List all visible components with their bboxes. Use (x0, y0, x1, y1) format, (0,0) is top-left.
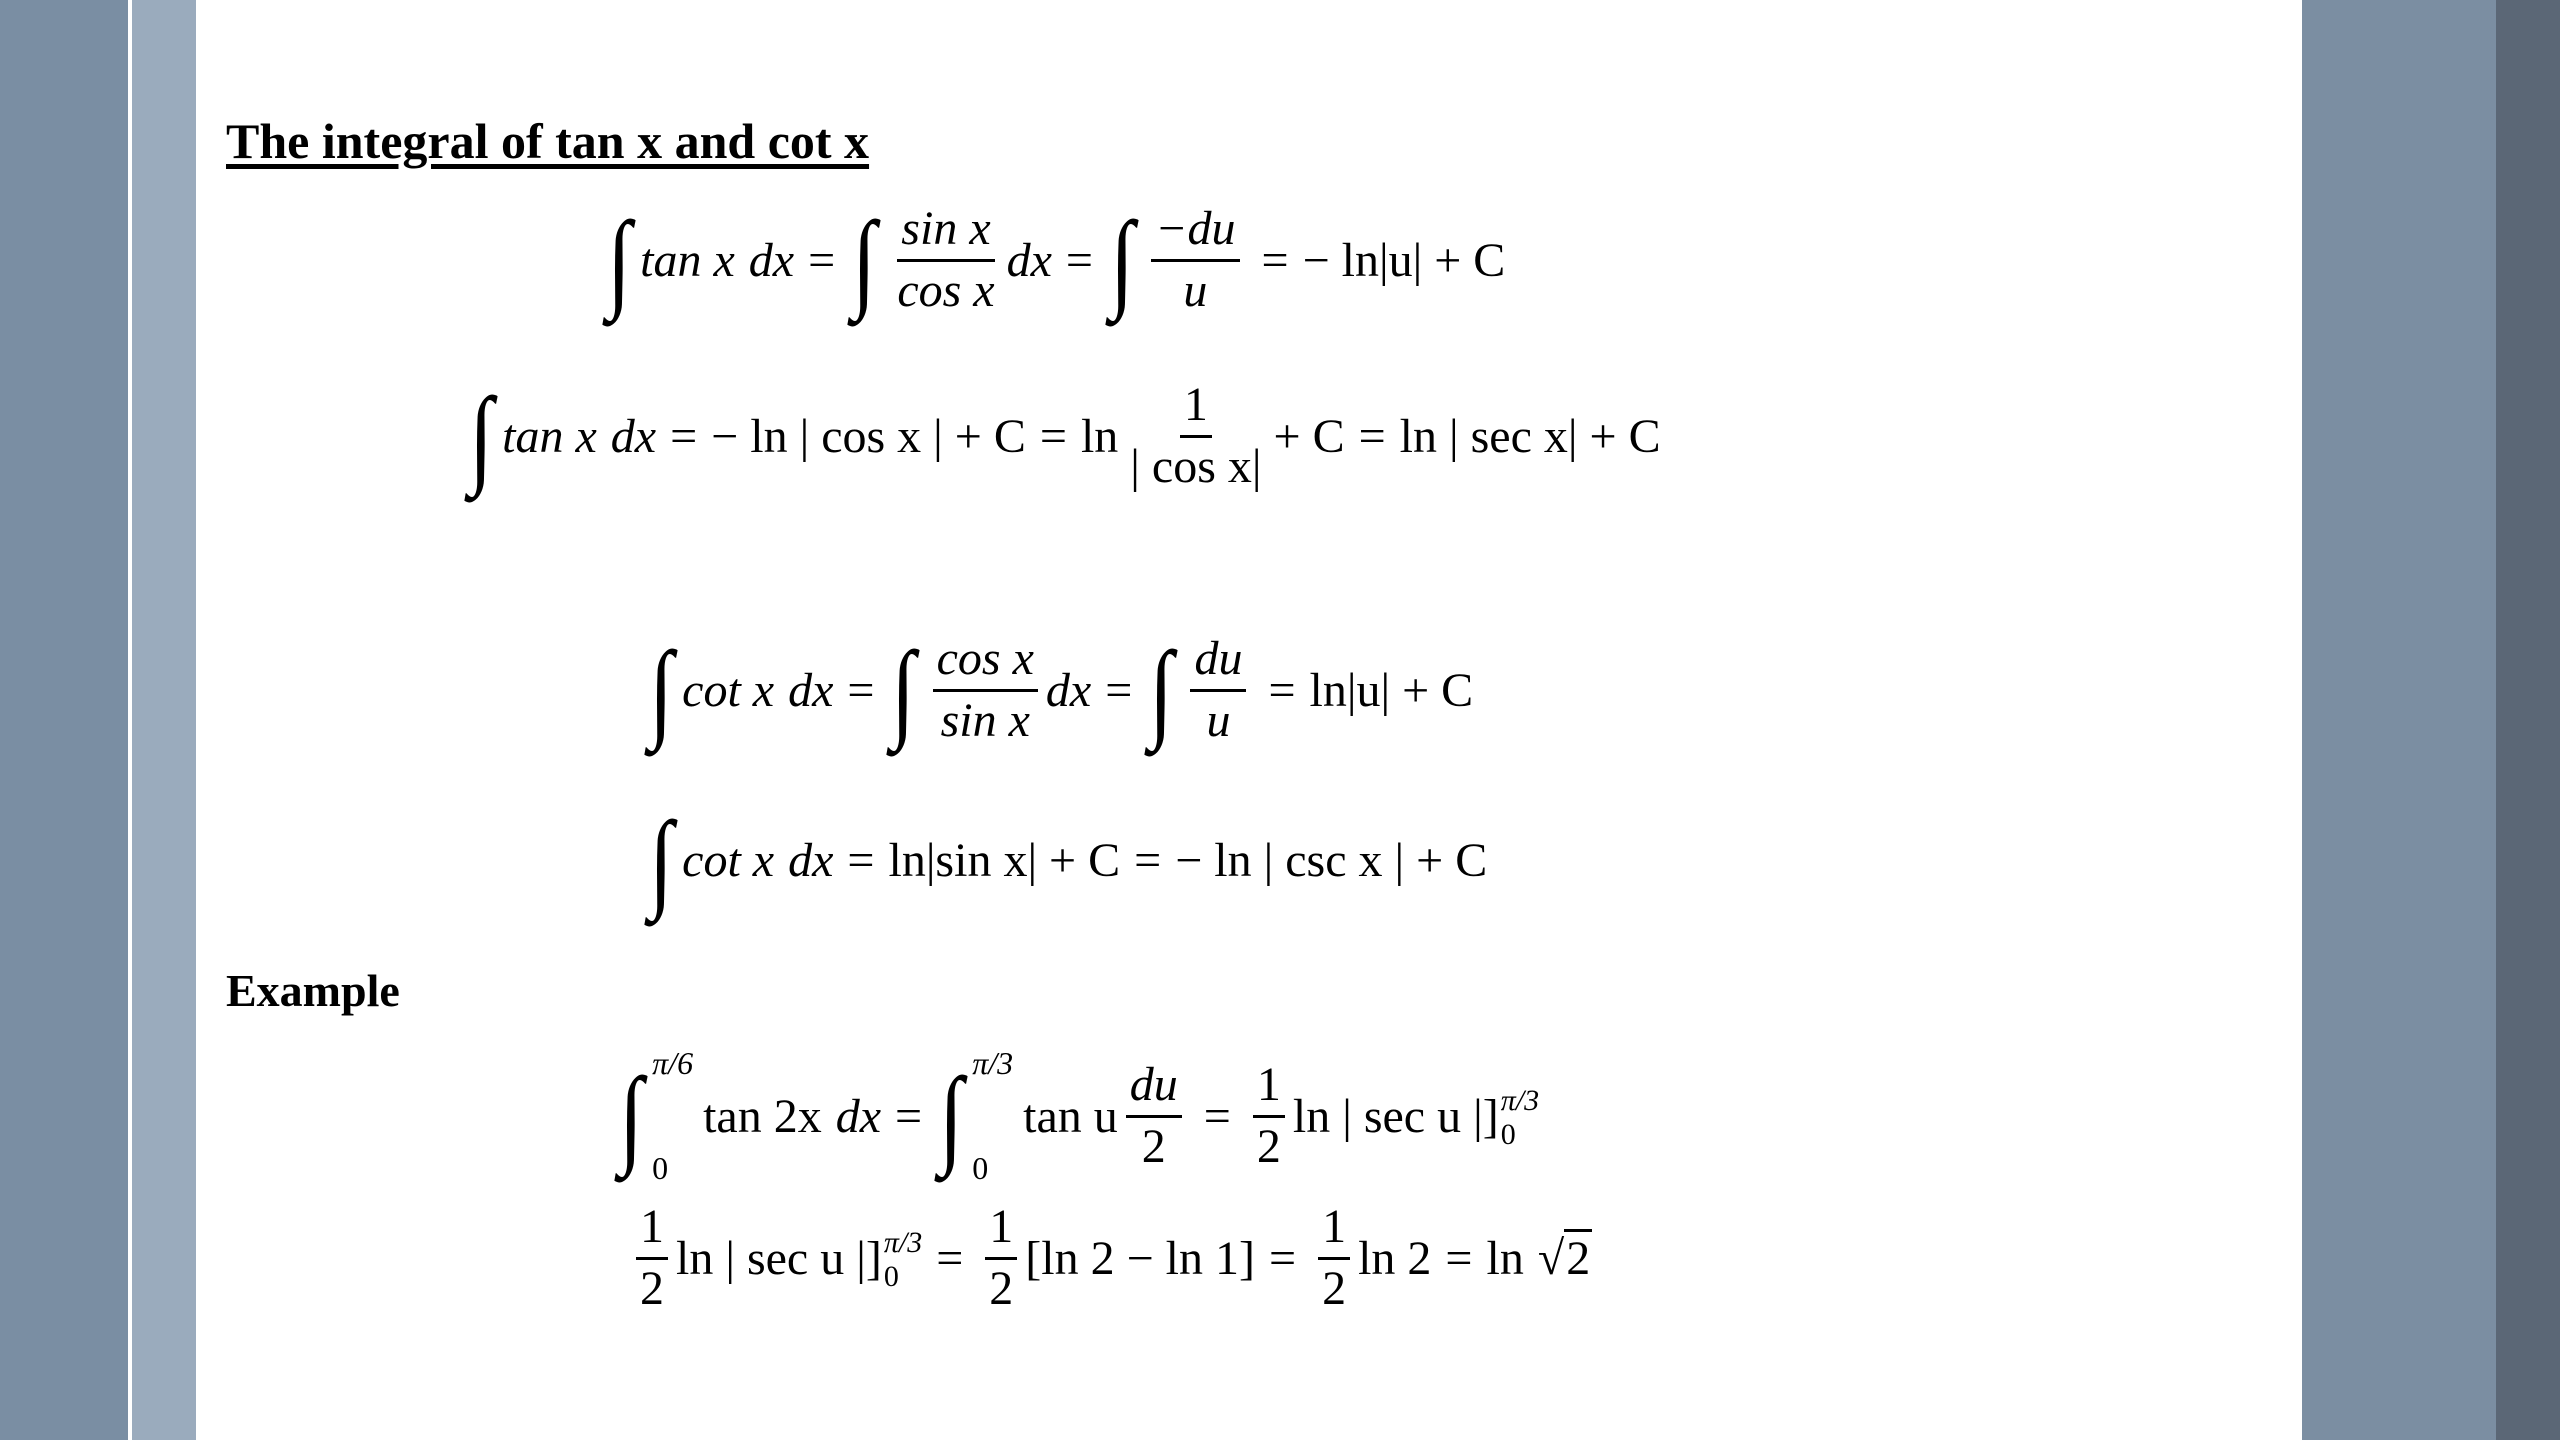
integral-sign: ∫ (852, 199, 877, 321)
slide-title: The integral of tan x and cot x (226, 113, 870, 169)
fraction-numerator: sin x (897, 204, 994, 261)
expression: ln | sec u |] (676, 1231, 882, 1285)
example-step-2 (628, 1188, 1592, 1328)
fraction-numerator: 1 (636, 1202, 668, 1259)
equals-sign: = (1268, 663, 1296, 717)
expression: ln|sin x| + C (888, 833, 1121, 887)
integrand: tan x (640, 233, 735, 287)
integral-limits (652, 1045, 694, 1186)
fraction-denominator: 2 (1256, 1119, 1281, 1173)
fraction-denominator: | cos x| (1130, 439, 1262, 493)
fraction-numerator: 1 (1253, 1060, 1285, 1117)
ln-label: ln (1080, 409, 1119, 463)
upper-limit: π/3 (1500, 1084, 1540, 1117)
evaluation-limits (1500, 1084, 1540, 1151)
upper-limit: π/6 (652, 1045, 694, 1081)
equals-sign: = (1134, 833, 1162, 887)
fraction (1151, 204, 1239, 316)
lower-limit: 0 (972, 1150, 989, 1186)
integrand: tan u (1023, 1089, 1118, 1143)
equals-sign: = (895, 1089, 923, 1143)
integral-sign: ∫ (469, 375, 494, 497)
square-root (1538, 1231, 1592, 1286)
fraction-half (985, 1202, 1017, 1314)
integral-sign: ∫ (649, 629, 674, 751)
fraction-half (1318, 1202, 1350, 1314)
fraction-denominator: 2 (640, 1261, 664, 1315)
equals-sign: = (1105, 663, 1133, 717)
differential: dx (748, 233, 795, 287)
fraction-half (636, 1202, 668, 1314)
fraction-numerator: du (1126, 1060, 1182, 1117)
lower-limit: 0 (652, 1150, 669, 1186)
upper-limit: π/3 (883, 1226, 923, 1259)
result: ln | sec u |] (1292, 1089, 1499, 1143)
cot-integral-derivation (646, 620, 1473, 760)
equals-sign: = (808, 233, 836, 287)
evaluation-limits (883, 1226, 923, 1293)
integral-sign: ∫ (619, 1055, 644, 1177)
differential: dx (1045, 663, 1092, 717)
fraction-denominator: 2 (989, 1261, 1014, 1315)
equals-sign: = (1358, 409, 1386, 463)
fraction (1126, 380, 1265, 492)
integral-limits (972, 1045, 1014, 1186)
fraction (933, 634, 1038, 746)
differential: dx (610, 409, 657, 463)
result: ln|u| + C (1309, 663, 1474, 717)
example-heading: Example (226, 965, 400, 1016)
right-border-outer (2496, 0, 2560, 1440)
integrand: tan x (502, 409, 597, 463)
expression: − ln | cos x | + C (711, 409, 1026, 463)
result: − ln | csc x | + C (1175, 833, 1488, 887)
fraction-numerator: 1 (1318, 1202, 1350, 1259)
lower-limit: 0 (1500, 1118, 1516, 1151)
equals-sign: = (1065, 233, 1093, 287)
fraction-denominator: cos x (897, 263, 995, 317)
differential: dx (835, 1089, 882, 1143)
integral-sign: ∫ (939, 1055, 964, 1177)
upper-limit: π/3 (972, 1045, 1014, 1081)
equals-sign: = (936, 1231, 964, 1285)
equals-sign: = (847, 833, 875, 887)
right-border-inner (2302, 0, 2496, 1440)
left-border-outer (0, 0, 128, 1440)
sqrt-radicand: 2 (1564, 1229, 1592, 1285)
example-step-1 (616, 1046, 1539, 1186)
expression: ln 2 (1358, 1231, 1432, 1285)
equals-sign: = (670, 409, 698, 463)
fraction-numerator: 1 (985, 1202, 1017, 1259)
fraction-numerator: cos x (933, 634, 1038, 691)
ln-label: ln (1486, 1231, 1524, 1285)
fraction-numerator: 1 (1180, 380, 1212, 437)
integrand: cot x (682, 663, 775, 717)
fraction (1126, 1060, 1182, 1172)
cot-integral-result (646, 790, 1487, 930)
fraction-denominator: u (1206, 693, 1231, 747)
sqrt-sign: √ (1537, 1231, 1565, 1285)
fraction (893, 204, 998, 316)
tan-integral-result (466, 366, 1661, 506)
fraction (1190, 634, 1246, 746)
integral-sign: ∫ (1149, 629, 1174, 751)
differential: dx (788, 833, 834, 887)
fraction-denominator: sin x (940, 693, 1030, 747)
integral-sign: ∫ (607, 199, 632, 321)
expression: + C (1273, 409, 1345, 463)
equals-sign: = (1203, 1089, 1231, 1143)
fraction-numerator: −du (1151, 204, 1239, 261)
lower-limit: 0 (883, 1260, 899, 1293)
fraction-denominator: u (1183, 263, 1208, 317)
fraction-numerator: du (1190, 634, 1246, 691)
differential: dx (788, 663, 834, 717)
result: − ln|u| + C (1302, 233, 1506, 287)
integral-sign: ∫ (891, 629, 916, 751)
result: ln | sec x| + C (1399, 409, 1661, 463)
equals-sign: = (1039, 409, 1067, 463)
differential: dx (1006, 233, 1052, 287)
left-border-inner (132, 0, 196, 1440)
integrand: cot x (682, 833, 775, 887)
bracket-expression: [ln 2 − ln 1] (1025, 1231, 1255, 1285)
integral-sign: ∫ (1110, 199, 1135, 321)
equals-sign: = (1445, 1231, 1473, 1285)
equals-sign: = (847, 663, 875, 717)
integral-sign: ∫ (649, 799, 674, 921)
fraction-denominator: 2 (1141, 1119, 1166, 1173)
fraction-half (1253, 1060, 1285, 1172)
equals-sign: = (1269, 1231, 1297, 1285)
fraction-denominator: 2 (1322, 1261, 1347, 1315)
integrand: tan 2x (703, 1089, 822, 1143)
slide-page (196, 0, 2302, 1440)
tan-integral-derivation (604, 190, 1505, 330)
equals-sign: = (1261, 233, 1289, 287)
